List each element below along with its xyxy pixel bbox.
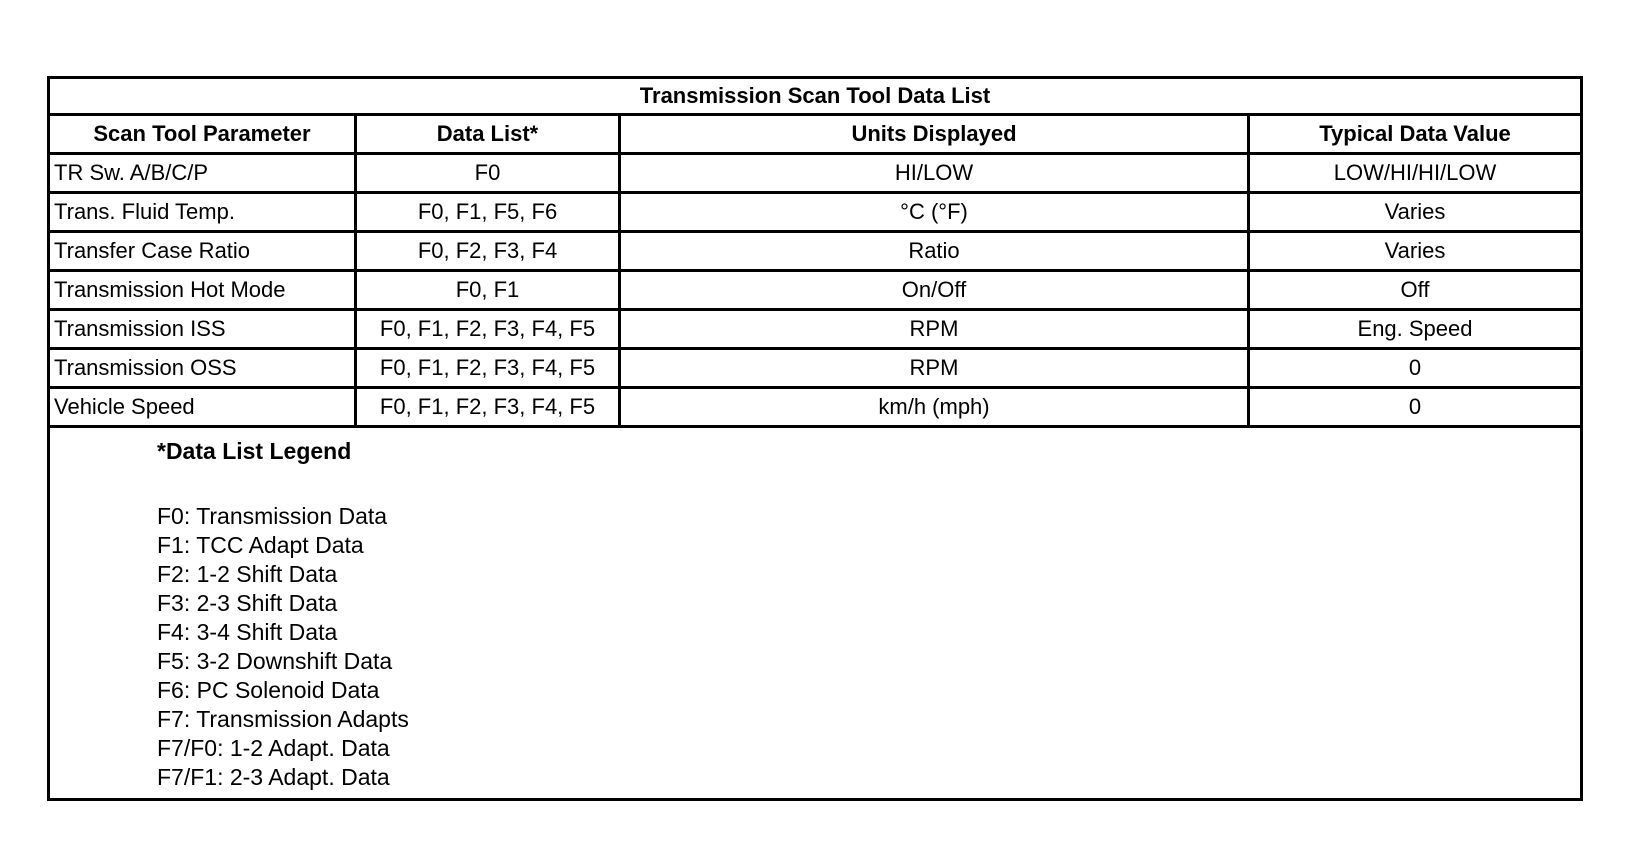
table-row	[49, 193, 1582, 232]
typical-value-cell: Varies	[1249, 232, 1582, 271]
legend-list	[157, 502, 1580, 792]
parameter-cell: Transmission OSS	[49, 349, 356, 388]
units-cell: °C (°F)	[620, 193, 1249, 232]
units-cell: RPM	[620, 310, 1249, 349]
data-list-cell: F0, F1, F2, F3, F4, F5	[356, 349, 620, 388]
legend-item: F7: Transmission Adapts	[157, 706, 409, 732]
typical-value-cell: LOW/HI/HI/LOW	[1249, 154, 1582, 193]
legend-item: F2: 1-2 Shift Data	[157, 561, 338, 587]
legend-cell	[49, 427, 1582, 800]
data-list-legend	[50, 428, 1580, 792]
data-list-cell: F0, F1, F5, F6	[356, 193, 620, 232]
table-row	[49, 349, 1582, 388]
legend-item: F7/F1: 2-3 Adapt. Data	[157, 764, 390, 790]
units-cell: HI/LOW	[620, 154, 1249, 193]
legend-item: F0: Transmission Data	[157, 503, 388, 529]
units-cell: Ratio	[620, 232, 1249, 271]
legend-item: F5: 3-2 Downshift Data	[157, 648, 393, 674]
parameter-cell: Trans. Fluid Temp.	[49, 193, 356, 232]
legend-item: F6: PC Solenoid Data	[157, 677, 380, 703]
units-cell: On/Off	[620, 271, 1249, 310]
table-row	[49, 154, 1582, 193]
legend-item: F3: 2-3 Shift Data	[157, 590, 338, 616]
data-list-cell: F0, F1, F2, F3, F4, F5	[356, 310, 620, 349]
units-cell: RPM	[620, 349, 1249, 388]
table-header-row	[49, 115, 1582, 154]
parameter-cell: Transmission ISS	[49, 310, 356, 349]
table-row	[49, 310, 1582, 349]
typical-value-cell: 0	[1249, 388, 1582, 427]
parameter-cell: TR Sw. A/B/C/P	[49, 154, 356, 193]
scan-tool-data-table	[47, 76, 1583, 801]
legend-item: F1: TCC Adapt Data	[157, 532, 364, 558]
column-header-typical-value: Typical Data Value	[1249, 115, 1582, 154]
column-header-data-list: Data List*	[356, 115, 620, 154]
table-row	[49, 232, 1582, 271]
table-title-row	[49, 78, 1582, 115]
column-header-units: Units Displayed	[620, 115, 1249, 154]
legend-item: F4: 3-4 Shift Data	[157, 619, 338, 645]
typical-value-cell: Eng. Speed	[1249, 310, 1582, 349]
data-list-cell: F0, F1, F2, F3, F4, F5	[356, 388, 620, 427]
table-title: Transmission Scan Tool Data List	[49, 78, 1582, 115]
typical-value-cell: 0	[1249, 349, 1582, 388]
parameter-cell: Vehicle Speed	[49, 388, 356, 427]
typical-value-cell: Varies	[1249, 193, 1582, 232]
data-list-cell: F0	[356, 154, 620, 193]
table-row	[49, 388, 1582, 427]
typical-value-cell: Off	[1249, 271, 1582, 310]
legend-item: F7/F0: 1-2 Adapt. Data	[157, 735, 390, 761]
data-list-cell: F0, F1	[356, 271, 620, 310]
data-list-cell: F0, F2, F3, F4	[356, 232, 620, 271]
parameter-cell: Transfer Case Ratio	[49, 232, 356, 271]
legend-row	[49, 427, 1582, 800]
units-cell: km/h (mph)	[620, 388, 1249, 427]
table-row	[49, 271, 1582, 310]
legend-title: *Data List Legend	[157, 438, 352, 464]
column-header-parameter: Scan Tool Parameter	[49, 115, 356, 154]
parameter-cell: Transmission Hot Mode	[49, 271, 356, 310]
